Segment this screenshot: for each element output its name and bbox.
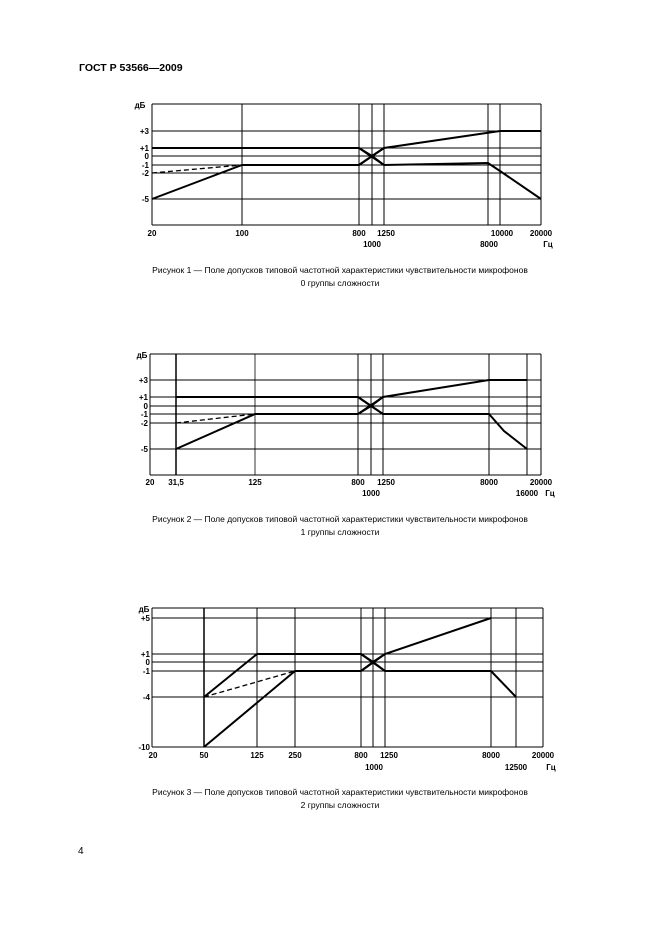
document-header: ГОСТ Р 53566—2009 bbox=[79, 62, 183, 74]
figure-2-x-label: 8000 bbox=[480, 478, 498, 487]
figure-2-y-unit: дБ bbox=[136, 351, 148, 360]
figure-1-x-label: 10000 bbox=[490, 229, 514, 238]
figure-1-y-label: 0 bbox=[144, 152, 149, 161]
figure-1-x-label: 8000 bbox=[480, 240, 498, 249]
figure-3-caption-line2: 2 группы сложности bbox=[300, 800, 380, 810]
figure-3-x-label: 1000 bbox=[365, 763, 383, 772]
figure-3-y-label: +1 bbox=[140, 650, 150, 659]
figure-3-x-label: 20 bbox=[148, 751, 158, 760]
figure-1-y-label: -5 bbox=[141, 195, 149, 204]
figure-3-x-label: 20000 bbox=[531, 751, 555, 760]
figure-1-x-unit: Гц bbox=[543, 240, 553, 249]
figure-2-y-label: -5 bbox=[140, 445, 148, 454]
figure-3-y-label: 0 bbox=[145, 658, 150, 667]
figure-3-y-unit: дБ bbox=[138, 605, 150, 614]
figure-2-x-label: 125 bbox=[248, 478, 262, 487]
figure-3-x-label: 12500 bbox=[504, 763, 528, 772]
figure-2-x-label: 20000 bbox=[529, 478, 553, 487]
figure-3-y-label: +5 bbox=[140, 614, 150, 623]
figure-1-y-label: -2 bbox=[141, 169, 149, 178]
figure-2-y-label: +3 bbox=[138, 376, 148, 385]
figure-1-caption-line2: 0 группы сложности bbox=[300, 278, 380, 288]
figure-1-x-label: 100 bbox=[235, 229, 249, 238]
figure-2-x-label: 800 bbox=[351, 478, 365, 487]
figure-2-x-label: 1000 bbox=[362, 489, 380, 498]
figure-1-caption bbox=[60, 264, 620, 290]
figure-2-y-label: -2 bbox=[140, 419, 148, 428]
figure-3-caption-line1: Рисунок 3 — Поле допусков типовой частотной характеристики чувствительности микрофонов bbox=[152, 787, 528, 797]
figure-2-caption bbox=[60, 513, 620, 539]
figure-1-x-label: 20000 bbox=[529, 229, 553, 238]
figure-2-caption-line1: Рисунок 2 — Поле допусков типовой частотной характеристики чувствительности микрофонов bbox=[152, 514, 528, 524]
figure-2-x-label: 31,5 bbox=[168, 478, 184, 487]
figure-2-y-label: -1 bbox=[140, 410, 148, 419]
figure-1-x-label: 20 bbox=[147, 229, 157, 238]
figure-1-y-label: +3 bbox=[139, 127, 149, 136]
figure-3-x-label: 8000 bbox=[482, 751, 500, 760]
figure-1-x-label: 800 bbox=[352, 229, 366, 238]
figure-2-x-label: 20 bbox=[145, 478, 155, 487]
figure-1-x-label: 1250 bbox=[377, 229, 395, 238]
figure-3-caption bbox=[60, 786, 620, 812]
figure-3-x-label: 250 bbox=[288, 751, 302, 760]
figure-3-x-label: 50 bbox=[199, 751, 209, 760]
figure-1-y-label: +1 bbox=[139, 144, 149, 153]
figure-1-y-unit: дБ bbox=[134, 101, 146, 110]
figure-3-y-label: -1 bbox=[142, 667, 150, 676]
figure-2-caption-line2: 1 группы сложности bbox=[300, 527, 380, 537]
figure-1-x-label: 1000 bbox=[363, 240, 381, 249]
figure-2-chart bbox=[0, 345, 661, 505]
figure-2-x-unit: Гц bbox=[545, 489, 555, 498]
figure-2-x-label: 1250 bbox=[377, 478, 395, 487]
figure-2-x-label: 16000 bbox=[515, 489, 539, 498]
figure-3-y-label: -10 bbox=[138, 743, 150, 752]
figure-2-y-label: +1 bbox=[138, 393, 148, 402]
page-number: 4 bbox=[78, 846, 84, 857]
figure-1-y-label: -1 bbox=[141, 161, 149, 170]
figure-3-x-label: 125 bbox=[250, 751, 264, 760]
figure-3-x-label: 1250 bbox=[380, 751, 398, 760]
figure-2-y-label: 0 bbox=[143, 402, 148, 411]
figure-3-x-label: 800 bbox=[354, 751, 368, 760]
figure-1-chart bbox=[0, 95, 661, 255]
figure-3-y-label: -4 bbox=[142, 693, 150, 702]
figure-3-chart bbox=[0, 597, 661, 777]
figure-1-caption-line1: Рисунок 1 — Поле допусков типовой частотной характеристики чувствительности микрофонов bbox=[152, 265, 528, 275]
figure-3-x-unit: Гц bbox=[546, 763, 556, 772]
